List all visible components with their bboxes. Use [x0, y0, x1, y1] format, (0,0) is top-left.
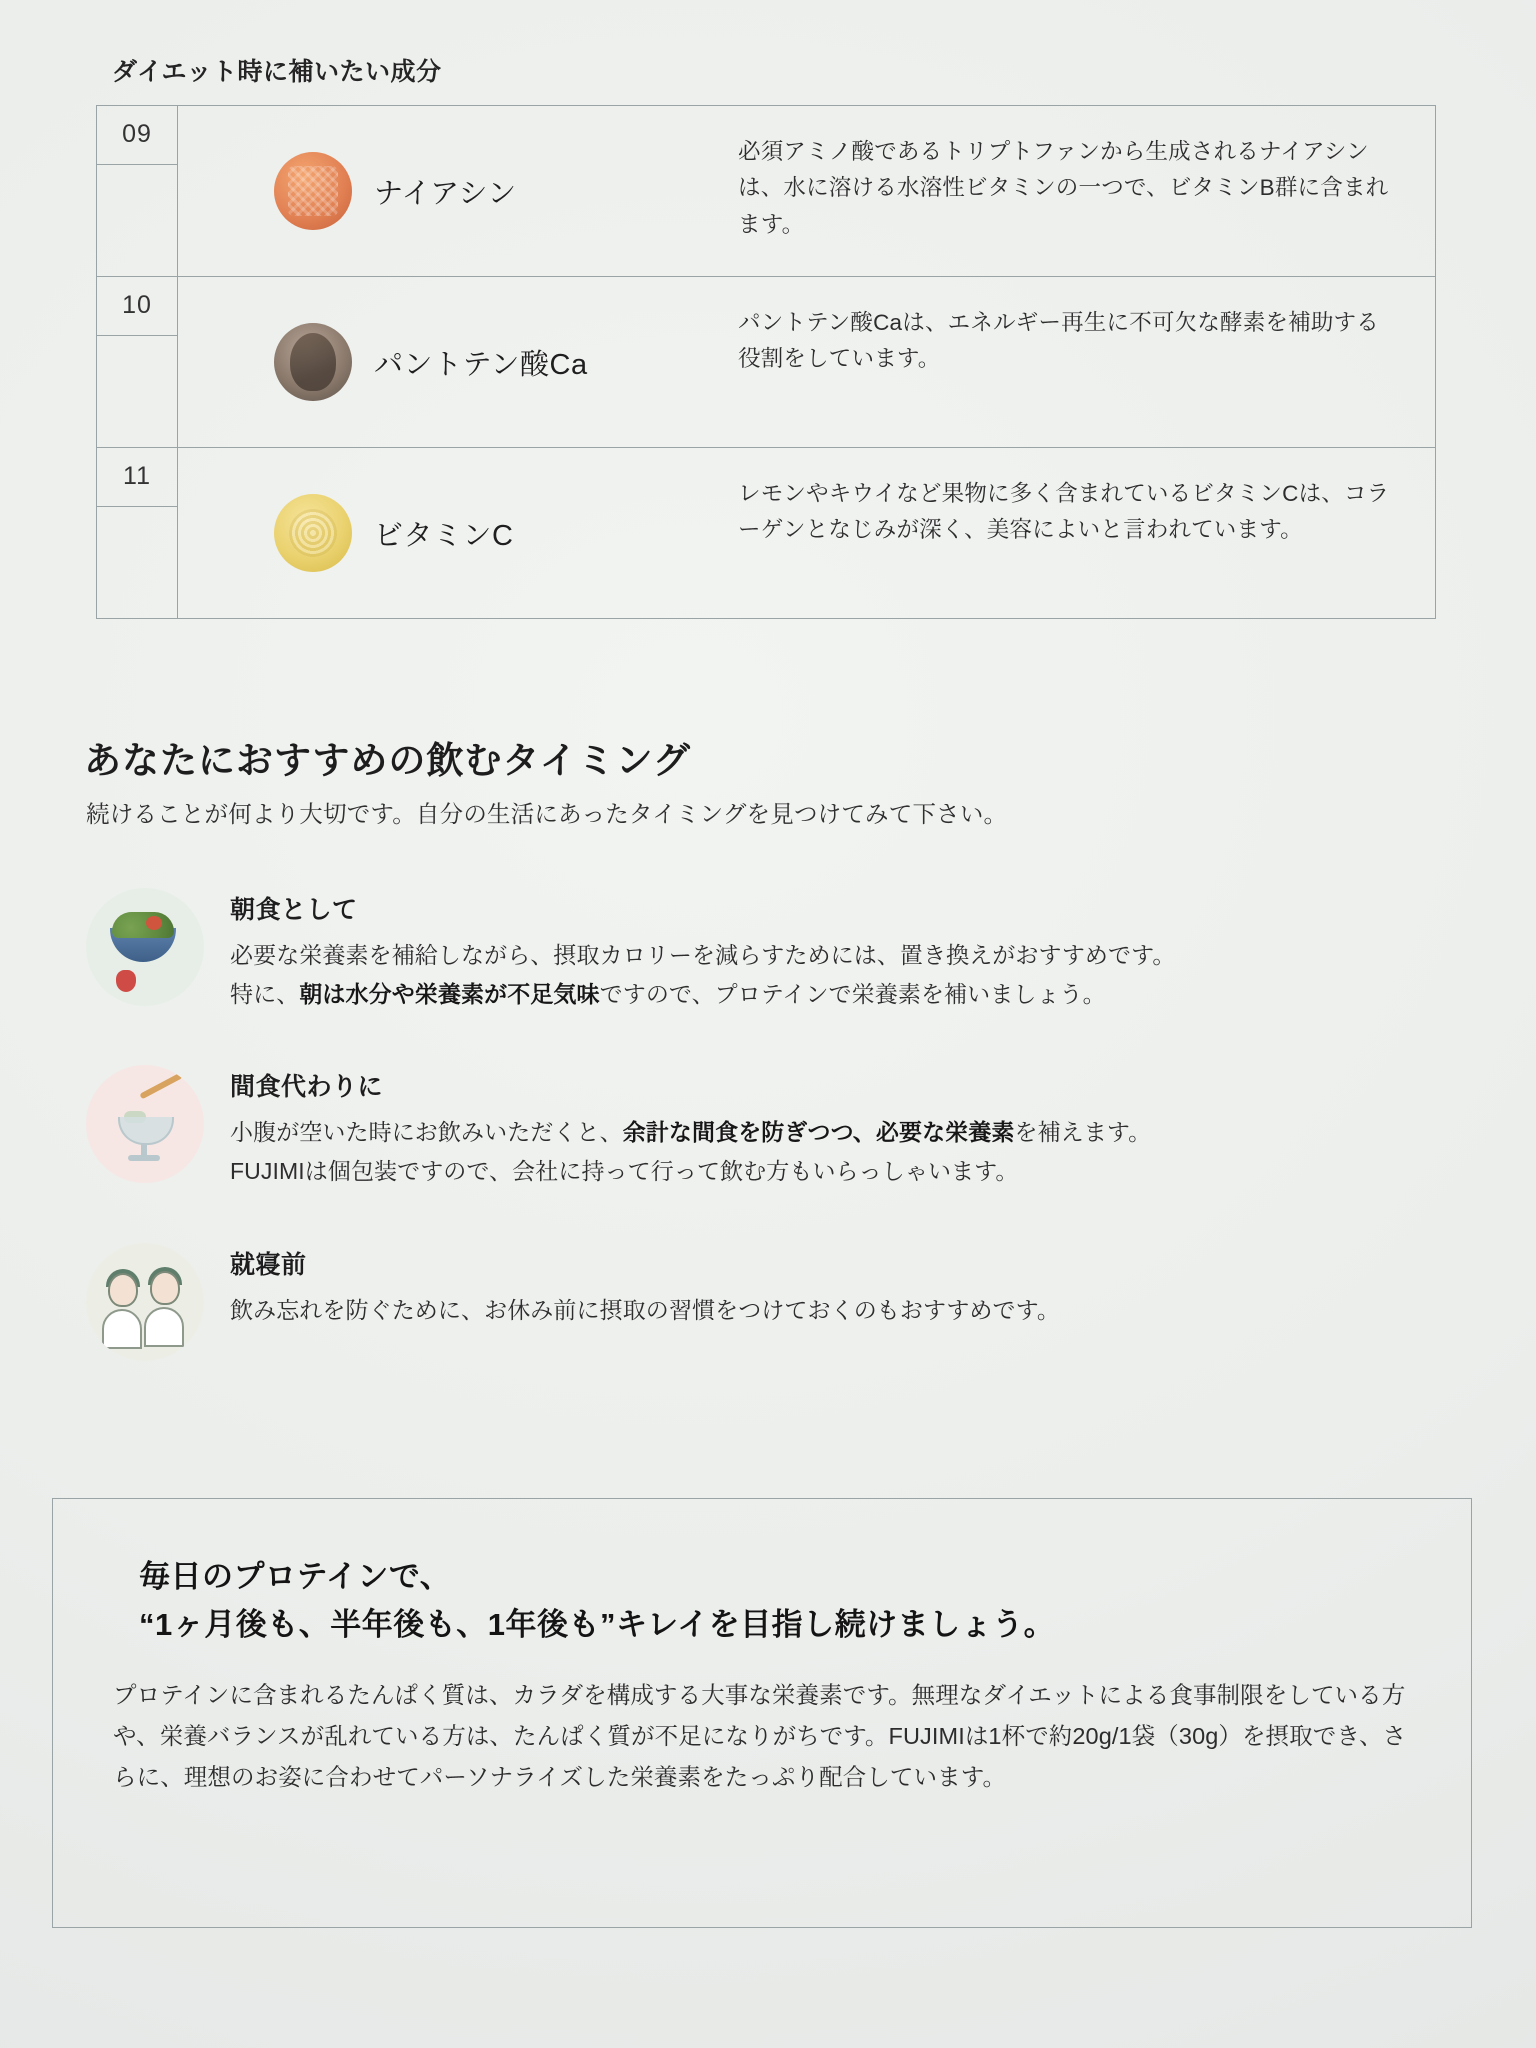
timing-item-heading: 就寝前: [230, 1250, 307, 1279]
timing-item-body: [230, 1243, 1060, 1361]
niacin-pill-icon: [274, 152, 352, 230]
timing-item-heading: 朝食として: [230, 896, 358, 924]
ingredient-name-cell: [178, 277, 738, 447]
closing-message-title-line2: “1ヶ月後も、半年後も、1年後も”キレイを目指し続けましょう。: [139, 1607, 1056, 1643]
ingredient-number: 11: [123, 462, 151, 490]
list-item: [86, 1065, 1416, 1190]
timing-item-body: [230, 1065, 1151, 1190]
timing-item-text: [230, 936, 1176, 1013]
list-item: [86, 888, 1416, 1013]
ingredient-number-cell: [97, 106, 178, 276]
ingredient-name: パントテン酸Ca: [374, 348, 588, 381]
timing-text-emphasis: 朝は水分や栄養素が不足気味: [299, 980, 600, 1007]
ingredient-number-cell: [97, 277, 178, 447]
timing-text-part: 特に、: [230, 980, 300, 1007]
timing-text-part: FUJIMIは個包装ですので、会社に持って行って飲む方もいらっしゃいます。: [230, 1157, 1019, 1184]
ingredient-name: ナイアシン: [374, 177, 517, 210]
timing-item-body: [230, 888, 1176, 1013]
ingredient-description: パントテン酸Caは、エネルギー再生に不可欠な酵素を補助する役割をしています。: [738, 310, 1379, 372]
timing-text-part: 小腹が空いた時にお飲みいただくと、: [230, 1119, 623, 1146]
ingredient-name: ビタミンC: [374, 519, 514, 552]
table-row: [97, 106, 1435, 277]
timing-text-part: 飲み忘れを防ぐために、お休み前に摂取の習慣をつけておくのもおすすめです。: [230, 1296, 1060, 1323]
timing-list: [86, 888, 1416, 1413]
timing-text-emphasis: 余計な間食を防ぎつつ、必要な栄養素: [622, 1119, 1015, 1146]
timing-text-part: を補えます。: [1014, 1119, 1152, 1146]
timing-text-part: 必要な栄養素を補給しながら、摂取カロリーを減らすためには、置き換えがおすすめです。: [230, 942, 1176, 968]
timing-text-part: ですので、プロテインで栄養素を補いましょう。: [599, 980, 1106, 1007]
closing-message-box: [52, 1498, 1472, 1928]
pantothenic-pill-icon: [274, 323, 352, 401]
table-row: [97, 448, 1435, 618]
vitamin-c-pill-icon: [274, 494, 352, 572]
ingredients-table: [96, 105, 1436, 619]
dessert-cup-icon: [86, 1065, 204, 1183]
table-row: [97, 277, 1435, 448]
list-item: [86, 1243, 1416, 1361]
ingredient-description: 必須アミノ酸であるトリプトファンから生成されるナイアシンは、水に溶ける水溶性ビタミンの一つで、ビタミンB群に含まれます。: [738, 139, 1389, 237]
ingredient-description: レモンやキウイなど果物に多く含まれているビタミンCは、コラーゲンとなじみが深く、美容によいと言われています。: [738, 481, 1390, 543]
ingredient-number: 10: [122, 291, 152, 319]
ingredient-number: 09: [122, 120, 152, 148]
closing-message-title-line1: 毎日のプロテインで、: [139, 1559, 452, 1594]
ingredients-heading: ダイエット時に補いたい成分: [112, 58, 442, 86]
ingredient-number-cell: [97, 448, 178, 618]
timing-item-heading: 間食代わりに: [230, 1073, 384, 1102]
breakfast-bowl-icon: [86, 888, 204, 1006]
closing-message-title: [139, 1553, 1409, 1649]
face-mask-night-icon: [86, 1243, 204, 1361]
closing-message-body: プロテインに含まれるたんぱく質は、カラダを構成する大事な栄養素です。無理なダイエットによる食事制限をしている方や、栄養バランスが乱れている方は、たんぱく質が不足になりがちです。FUJIMIは1杯で約20g/1袋（30g）を摂取でき、さらに、理想のお姿に合わせてパーソナライズした栄養素をたっぷり配合しています。: [113, 1682, 1407, 1791]
ingredient-name-cell: [178, 106, 738, 276]
timing-section-subtitle: 続けることが何より大切です。自分の生活にあったタイミングを見つけてみて下さい。: [86, 801, 1008, 827]
timing-section-title: あなたにおすすめの飲むタイミング: [84, 740, 691, 781]
ingredient-name-cell: [178, 448, 738, 618]
timing-item-text: [230, 1113, 1151, 1190]
timing-item-text: [230, 1291, 1060, 1330]
